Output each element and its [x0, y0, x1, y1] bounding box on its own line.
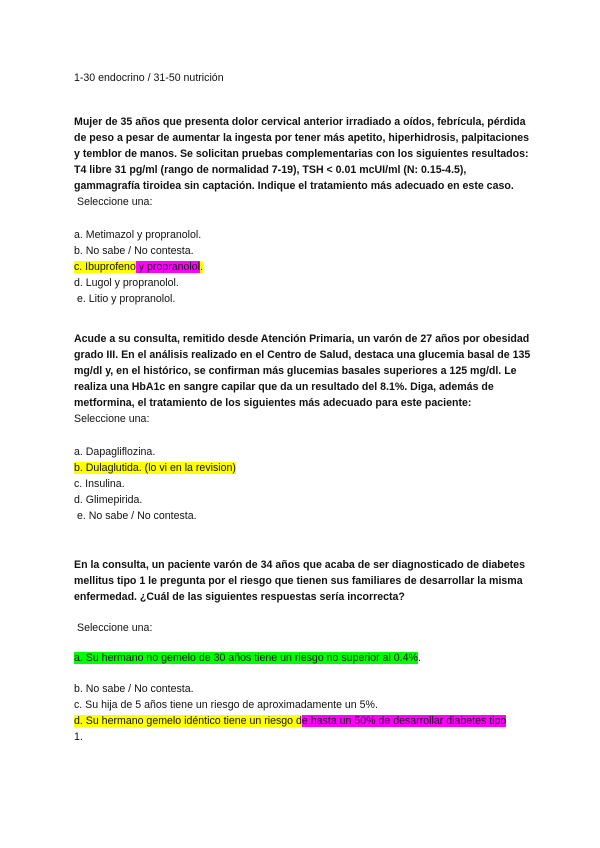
question-3	[74, 557, 534, 745]
question-2-stem: Acude a su consulta, remitido desde Atención Primaria, un varón de 27 años por obesidad grado III. En el análisis realizado en el Centro de Salud, destaca una glucemia basal de 135 mg/dl y, en el histórico, se confirman más glucemias basales superiores a 125 mg/dl. Le realiza una HbA1c en sangre capilar que da un resultado del 8.1%. Diga, además de metformina, el tratamiento de los siguientes más adecuado para este paciente:	[74, 333, 531, 409]
document-header: 1-30 endocrino / 31-50 nutrición	[74, 72, 224, 84]
question-2-option-a[interactable]: a. Dapagliflozina.	[74, 446, 156, 458]
option-c-highlight-yellow-end: .	[200, 261, 203, 273]
option-d-highlight-magenta: e hasta un 50% de desarrollar diabetes tipo	[301, 715, 507, 727]
question-1-option-c[interactable]	[74, 259, 534, 275]
question-1	[74, 114, 534, 307]
question-2-option-c[interactable]: c. Insulina.	[74, 478, 125, 490]
option-d-highlight-yellow: d. Su hermano gemelo idéntico tiene un riesgo d	[74, 715, 302, 727]
question-1-option-e[interactable]: e. Litio y propranolol.	[77, 293, 176, 305]
option-b-highlight-yellow: b. Dulaglutida. (lo vi en la revision)	[74, 462, 236, 474]
question-3-option-c[interactable]: c. Su hija de 5 años tiene un riesgo de aproximadamente un 5%.	[74, 699, 378, 711]
option-a-highlight-green: a. Su hermano no gemelo de 30 años tiene un riesgo no superior al 0.4%	[74, 652, 418, 664]
question-3-stem: En la consulta, un paciente varón de 34 años que acaba de ser diagnosticado de diabetes mellitus tipo 1 le pregunta por el riesgo que tienen sus familiares de desarrollar la misma enfermedad. ¿Cuál de las siguientes respuestas sería incorrecta?	[74, 559, 525, 603]
question-2-prompt: Seleccione una:	[74, 413, 150, 425]
option-c-highlight-magenta: y propranolol	[135, 261, 201, 273]
question-3-option-d[interactable]	[74, 713, 534, 729]
question-3-option-d-continuation: 1.	[74, 731, 83, 743]
option-c-highlight-yellow: c. Ibuprofeno	[74, 261, 136, 273]
question-3-prompt: Seleccione una:	[77, 622, 153, 634]
question-1-option-d[interactable]: d. Lugol y propranolol.	[74, 277, 179, 289]
question-1-option-a[interactable]: a. Metimazol y propranolol.	[74, 229, 202, 241]
question-1-option-b[interactable]: b. No sabe / No contesta.	[74, 245, 194, 257]
question-2-option-d[interactable]: d. Glimepirida.	[74, 494, 143, 506]
question-2	[74, 331, 534, 524]
question-1-prompt: Seleccione una:	[77, 196, 153, 208]
question-3-option-a[interactable]: a. Su hermano no gemelo de 30 años tiene un riesgo no superior al 0.4%.	[74, 652, 421, 664]
question-3-option-b[interactable]: b. No sabe / No contesta.	[74, 683, 194, 695]
question-2-option-b[interactable]	[74, 460, 534, 476]
question-1-stem: Mujer de 35 años que presenta dolor cervical anterior irradiado a oídos, febrícula, pérdida de peso a pesar de aumentar la ingesta por tener más apetito, hiperhidrosis, palpitaciones y temblor de manos. Se solicitan pruebas complementarias con los siguientes resultados: T4 libre 31 pg/ml (rango de normalidad 7-19), TSH < 0.01 mcUI/ml (N: 0.15-4.5), gammagrafía tiroidea sin captación. Indique el tratamiento más adecuado en este caso.	[74, 116, 530, 192]
question-2-option-e[interactable]: e. No sabe / No contesta.	[77, 510, 197, 522]
